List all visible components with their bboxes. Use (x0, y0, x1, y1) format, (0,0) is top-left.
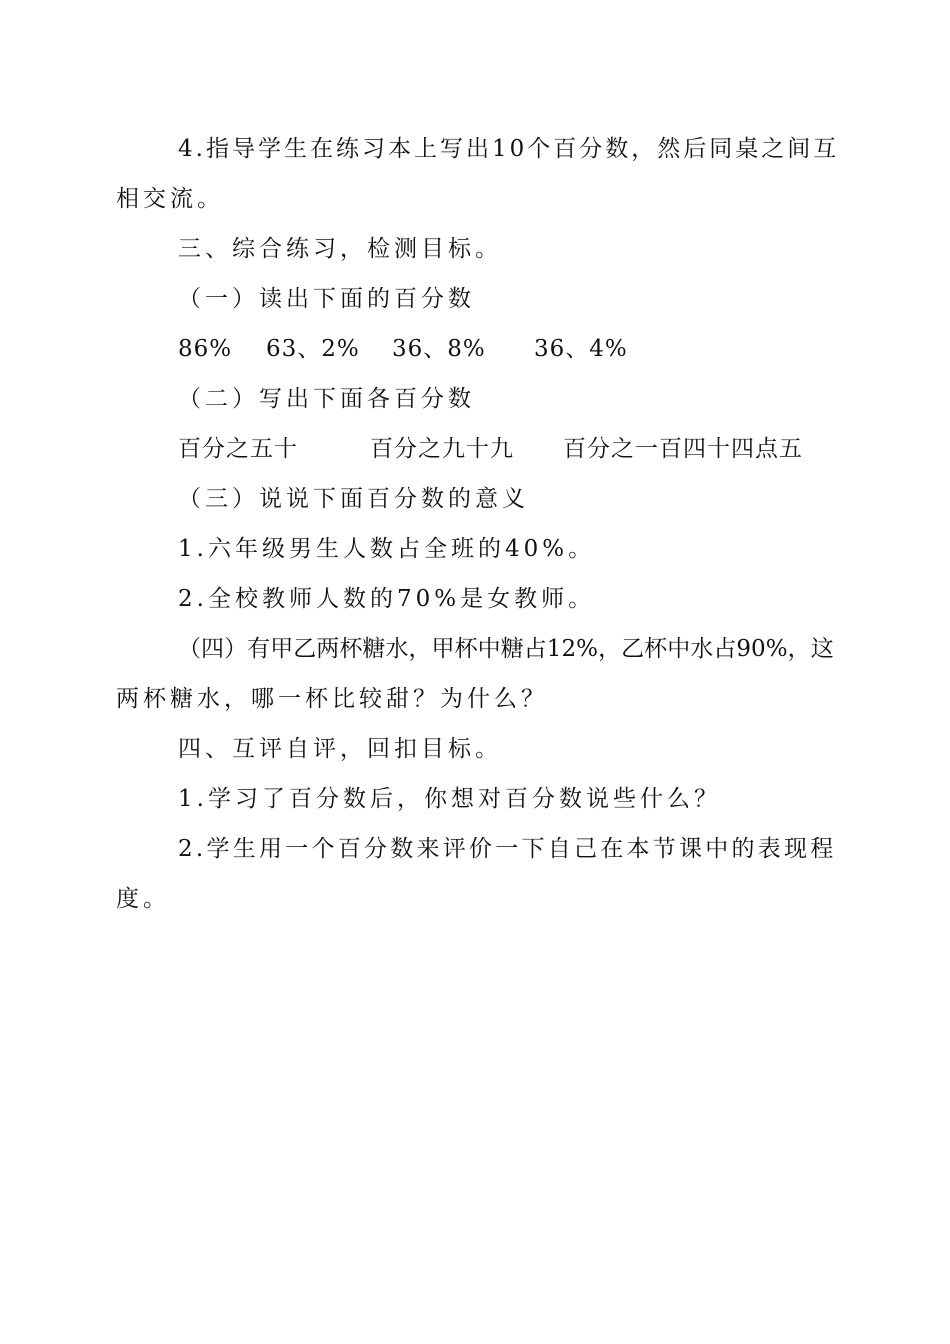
section-4-item-1: 1.学习了百分数后，你想对百分数说些什么？ (178, 786, 721, 812)
exercise-4-line-2: 两杯糖水，哪一杯比较甜？为什么？ (116, 686, 548, 712)
exercise-2-title: （二）写出下面各百分数 (178, 386, 475, 412)
exercise-1-item: 63、2% (266, 336, 360, 362)
paragraph-item-4-line-1: 4.指导学生在练习本上写出10个百分数，然后同桌之间互 (178, 136, 840, 162)
exercise-3-item-1: 1.六年级男生人数占全班的40%。 (178, 536, 596, 562)
section-4-item-2-line-1: 2.学生用一个百分数来评价一下自己在本节课中的表现程 (178, 836, 837, 862)
exercise-3-item-2: 2.全校教师人数的70%是女教师。 (178, 586, 596, 612)
paragraph-item-4-line-2: 相交流。 (116, 186, 224, 212)
exercise-2-item: 百分之五十 (178, 436, 298, 462)
exercise-3-title: （三）说说下面百分数的意义 (178, 486, 529, 512)
exercise-1-item: 36、8% (392, 336, 486, 362)
section-4-item-2-line-2: 度。 (116, 886, 170, 912)
exercise-1-item: 36、4% (534, 336, 628, 362)
section-heading-3: 三、综合练习，检测目标。 (178, 236, 502, 262)
exercise-1-title: （一）读出下面的百分数 (178, 286, 475, 312)
exercise-1-item: 86% (178, 336, 233, 362)
section-heading-4: 四、互评自评，回扣目标。 (178, 736, 502, 762)
exercise-4-line-1: （四）有甲乙两杯糖水，甲杯中糖占12%，乙杯中水占90%，这 (178, 636, 834, 662)
exercise-2-item: 百分之一百四十四点五 (563, 436, 803, 462)
exercise-2-item: 百分之九十九 (370, 436, 514, 462)
